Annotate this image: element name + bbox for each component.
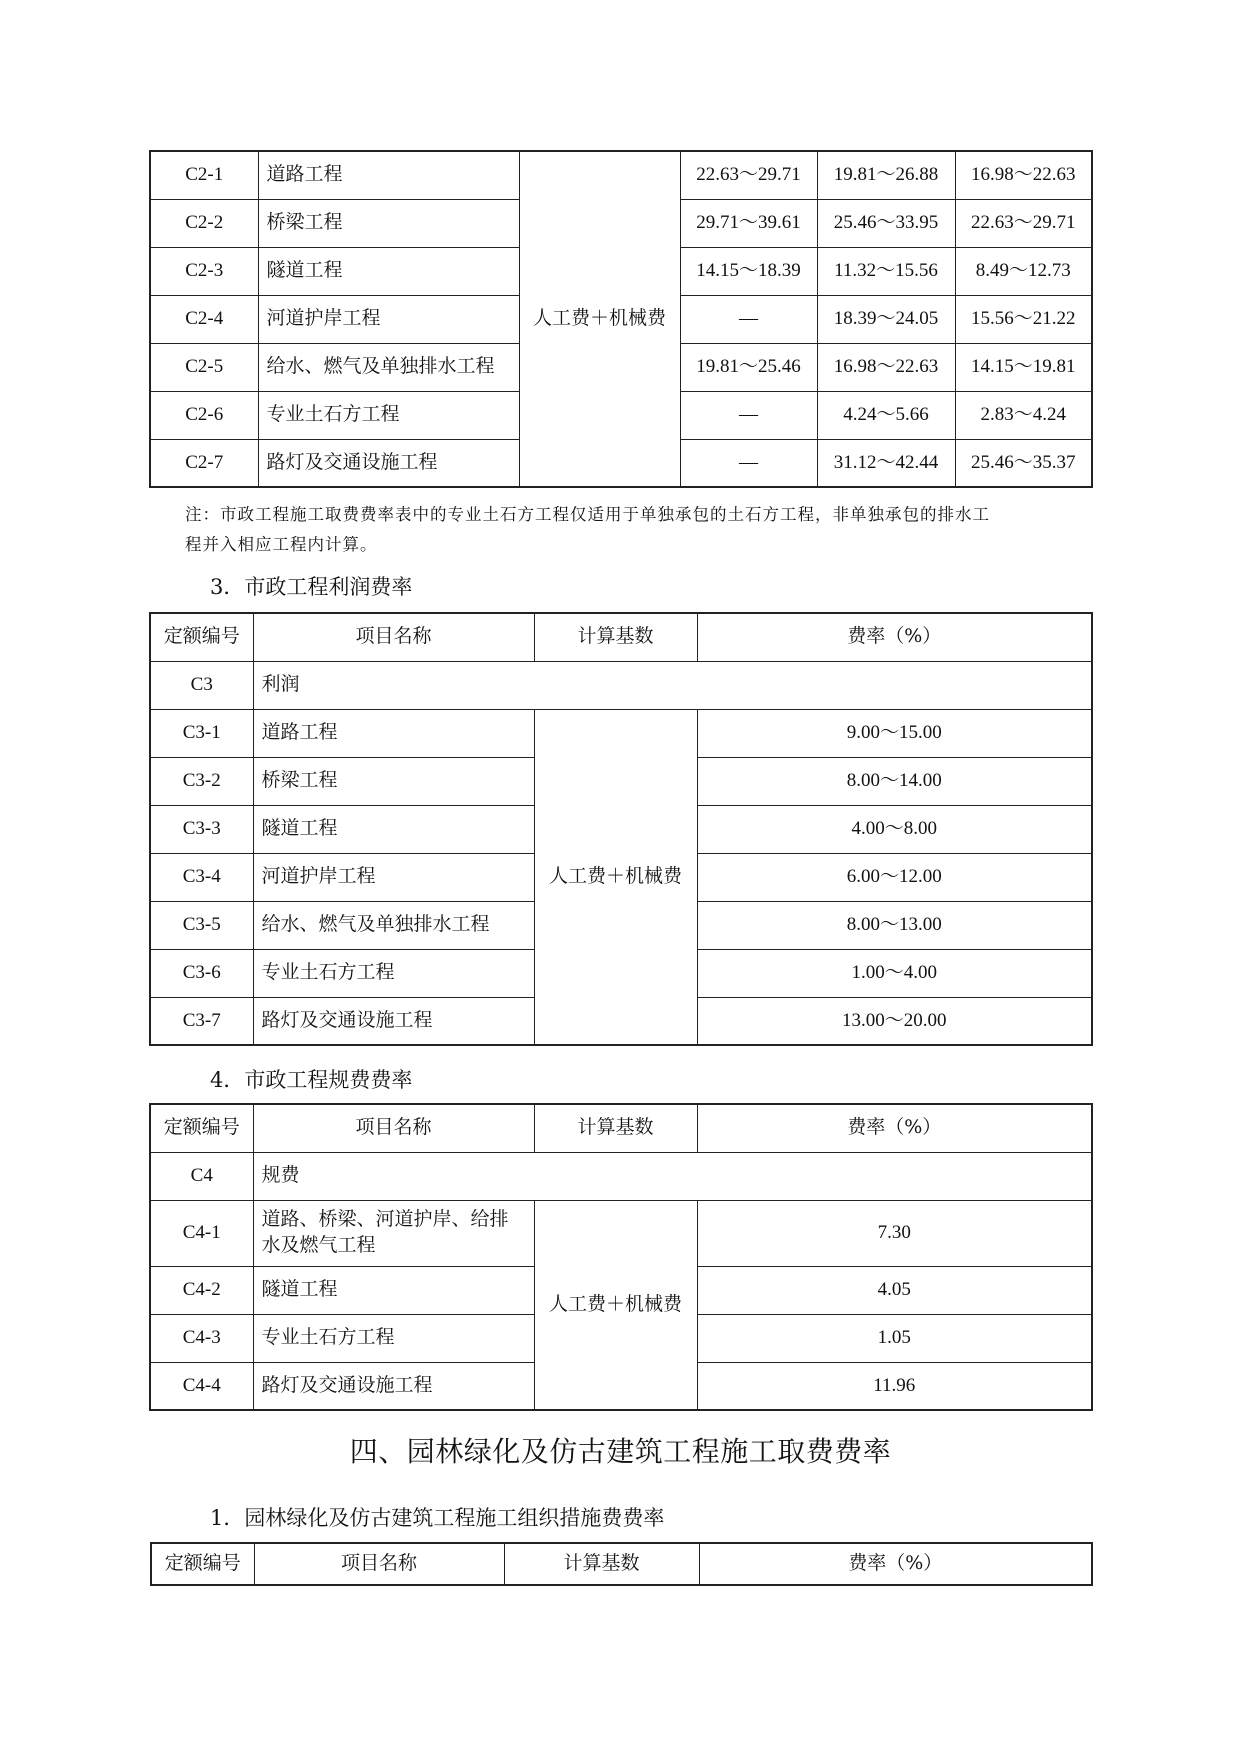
rate-cell: 14.15～18.39 [680,247,817,295]
code-cell: C3-1 [150,709,253,757]
name-cell: 专业土石方工程 [253,1314,534,1362]
rate-cell: 13.00～20.00 [697,997,1092,1045]
section-4-title: 4．市政工程规费费率 [210,1068,413,1092]
rate-cell: 15.56～21.22 [955,295,1092,343]
header-basis: 计算基数 [534,1104,697,1152]
header-rate: 费率（%） [697,1104,1092,1152]
name-cell: 路灯及交通设施工程 [253,997,534,1045]
header-basis: 计算基数 [504,1543,699,1585]
group-code-cell: C4 [150,1152,253,1200]
code-cell: C4-2 [150,1266,253,1314]
code-cell: C2-6 [150,391,258,439]
name-cell: 河道护岸工程 [253,853,534,901]
code-cell: C2-4 [150,295,258,343]
header-name: 项目名称 [253,613,534,661]
code-cell: C4-4 [150,1362,253,1410]
group-code-cell: C3 [150,661,253,709]
code-cell: C2-1 [150,151,258,199]
table-header-row [151,1543,1092,1585]
code-cell: C2-5 [150,343,258,391]
rate-cell: 25.46～35.37 [955,439,1092,487]
code-cell: C2-3 [150,247,258,295]
rate-cell: 22.63～29.71 [955,199,1092,247]
code-cell: C4-3 [150,1314,253,1362]
name-cell: 给水、燃气及单独排水工程 [258,343,519,391]
rate-cell: 19.81～25.46 [680,343,817,391]
rate-cell: 19.81～26.88 [817,151,955,199]
header-rate: 费率（%） [697,613,1092,661]
name-cell: 隧道工程 [253,805,534,853]
name-cell: 桥梁工程 [258,199,519,247]
header-name: 项目名称 [254,1543,504,1585]
name-cell: 隧道工程 [258,247,519,295]
code-cell: C4-1 [150,1200,253,1266]
code-cell: C3-2 [150,757,253,805]
basis-cell: 人工费＋机械费 [519,151,680,487]
name-cell: 桥梁工程 [253,757,534,805]
name-cell: 专业土石方工程 [253,949,534,997]
chapter-4-title: 四、园林绿化及仿古建筑工程施工取费费率 [349,1435,892,1468]
rate-cell: 1.00～4.00 [697,949,1092,997]
code-cell: C3-7 [150,997,253,1045]
table-c3 [149,612,1093,1046]
table-group-row [150,1152,1092,1200]
name-cell: 路灯及交通设施工程 [253,1362,534,1410]
name-cell: 道路、桥梁、河道护岸、给排水及燃气工程 [253,1200,534,1266]
table-note [185,500,1065,560]
table-row [150,151,1092,199]
note-line: 注：市政工程施工取费费率表中的专业土石方工程仅适用于单独承包的土石方工程，非单独承包的排水工 [185,505,990,524]
section-3-title: 3．市政工程利润费率 [210,575,413,599]
rate-cell: 16.98～22.63 [817,343,955,391]
rate-cell: 9.00～15.00 [697,709,1092,757]
code-cell: C2-2 [150,199,258,247]
code-cell: C3-4 [150,853,253,901]
rate-cell: 18.39～24.05 [817,295,955,343]
group-name-cell: 规费 [253,1152,1092,1200]
group-name-cell: 利润 [253,661,1092,709]
table-header-row [150,613,1092,661]
rate-cell: 22.63～29.71 [680,151,817,199]
rate-cell: 8.00～13.00 [697,901,1092,949]
rate-cell: 4.24～5.66 [817,391,955,439]
rate-cell: 14.15～19.81 [955,343,1092,391]
code-cell: C3-3 [150,805,253,853]
table-row [150,1200,1092,1266]
name-cell: 隧道工程 [253,1266,534,1314]
header-name: 项目名称 [253,1104,534,1152]
name-cell: 河道护岸工程 [258,295,519,343]
rate-cell: — [680,295,817,343]
name-cell: 道路工程 [253,709,534,757]
header-code: 定额编号 [151,1543,254,1585]
header-basis: 计算基数 [534,613,697,661]
table-garden-header [150,1542,1093,1586]
header-rate: 费率（%） [699,1543,1092,1585]
rate-cell: 6.00～12.00 [697,853,1092,901]
name-cell: 给水、燃气及单独排水工程 [253,901,534,949]
rate-cell: 1.05 [697,1314,1092,1362]
rate-cell: 29.71～39.61 [680,199,817,247]
basis-cell: 人工费＋机械费 [534,709,697,1045]
basis-cell: 人工费＋机械费 [534,1200,697,1410]
code-cell: C3-6 [150,949,253,997]
table-group-row [150,661,1092,709]
name-cell: 专业土石方工程 [258,391,519,439]
table-header-row [150,1104,1092,1152]
rate-cell: — [680,439,817,487]
chapter-4-subtitle: 1．园林绿化及仿古建筑工程施工组织措施费费率 [210,1506,665,1530]
table-c4 [149,1103,1093,1411]
rate-cell: 11.96 [697,1362,1092,1410]
code-cell: C2-7 [150,439,258,487]
code-cell: C3-5 [150,901,253,949]
name-cell: 道路工程 [258,151,519,199]
rate-cell: 7.30 [697,1200,1092,1266]
rate-cell: 8.49～12.73 [955,247,1092,295]
rate-cell: 25.46～33.95 [817,199,955,247]
header-code: 定额编号 [150,613,253,661]
rate-cell: 31.12～42.44 [817,439,955,487]
rate-cell: 4.05 [697,1266,1092,1314]
note-line: 程并入相应工程内计算。 [185,535,378,554]
rate-cell: — [680,391,817,439]
rate-cell: 11.32～15.56 [817,247,955,295]
name-cell: 路灯及交通设施工程 [258,439,519,487]
rate-cell: 8.00～14.00 [697,757,1092,805]
rate-cell: 2.83～4.24 [955,391,1092,439]
header-code: 定额编号 [150,1104,253,1152]
rate-cell: 16.98～22.63 [955,151,1092,199]
table-row [150,709,1092,757]
rate-cell: 4.00～8.00 [697,805,1092,853]
table-c2 [149,150,1093,488]
